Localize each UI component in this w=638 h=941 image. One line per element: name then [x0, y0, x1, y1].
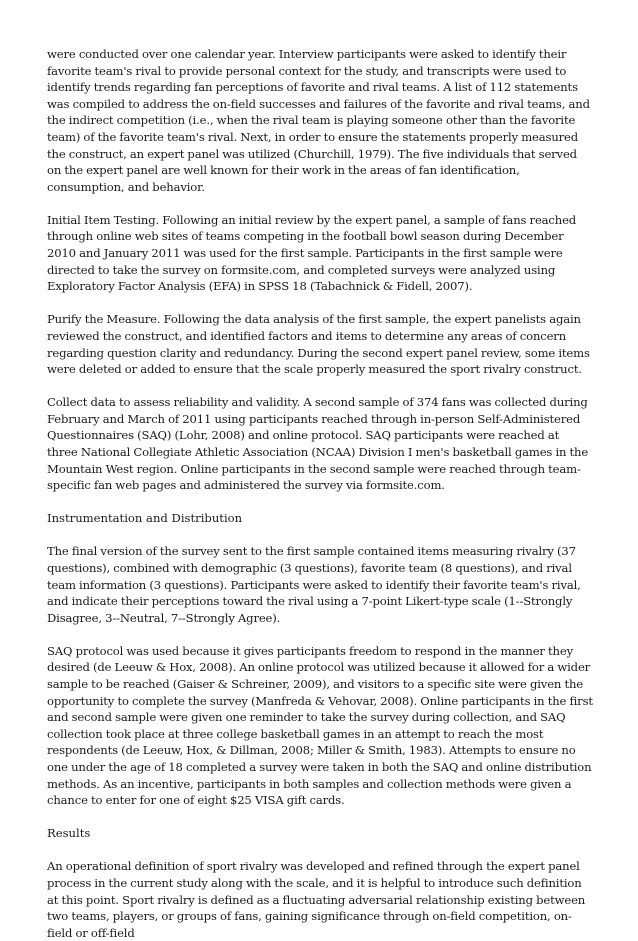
document-page [47, 46, 593, 941]
paragraph-purify-measure: Purify the Measure. Following the data analysis of the first sample, the expert panelists again reviewed the construct, and identified factors and items to determine any areas of concern regarding question clarity and redundancy. During the second expert panel review, some items were deleted or added to ensure that the scale properly measured the sport rivalry construct. [47, 312, 590, 377]
paragraph-results-definition: An operational definition of sport rivalry was developed and refined through the expert panel process in the current study along with the scale, and it is helpful to introduce such definition at this point. Sport rivalry is defined as a fluctuating adversarial relationship existing between two teams, players, or groups of fans, gaining significance through on-field competition, on-field or off-field [47, 859, 586, 940]
paragraph-initial-item-testing: Initial Item Testing. Following an initial review by the expert panel, a sample of fans reached through online web sites of teams competing in the football bowl season during December 2010 and January 2011 was used for the first sample. Participants in the first sample were directed to take the survey on formsite.com, and completed surveys were analyzed using Exploratory Factor Analysis (EFA) in SPSS 18 (Tabachnick & Fidell, 2007). [47, 212, 577, 294]
paragraph-method-overview: were conducted over one calendar year. Interview participants were asked to identify their favorite team's rival to provide personal context for the study, and transcripts were used to identify trends regarding fan perceptions of favorite and rival teams. A list of 112 statements was compiled to address the on-field successes and failures of the favorite and rival teams, and the indirect competition (i.e., when the rival team is playing someone other than the favorite team) of the favorite team's rival. Next, in order to ensure the statements properly measured the construct, an expert panel was utilized (Churchill, 1979). The five individuals that served on the expert panel are well known for their work in the areas of fan identification, consumption, and behavior. [47, 47, 590, 194]
paragraph-survey-version: The final version of the survey sent to the first sample contained items measuring rivalry (37 questions), combined with demographic (3 questions), favorite team (8 questions), and rival team information (3 questions). Participants were asked to identify their favorite team's rival, and indicate their perceptions toward the rival using a 7-point Likert-type scale (1--Strongly Disagree, 3--Neutral, 7--Strongly Agree). [47, 544, 581, 625]
section-heading-results: Results [47, 826, 91, 841]
paragraph-collect-data: Collect data to assess reliability and validity. A second sample of 374 fans was collected during February and March of 2011 using participants reached through in-person Self-Administered Questionnaires (SAQ) (Lohr, 2008) and online protocol. SAQ participants were reached at three National Collegiate Athletic Association (NCAA) Division I men's basketball games in the Mountain West region. Online participants in the second sample were reached through team-specific fan web pages and administered the survey via formsite.com. [47, 395, 589, 493]
paragraph-saq-protocol: SAQ protocol was used because it gives participants freedom to respond in the manner they desired (de Leeuw & Hox, 2008). An online protocol was utilized because it allowed for a wider sample to be reached (Gaiser & Schreiner, 2009), and visitors to a specific site were given the opportunity to complete the survey (Manfreda & Vehovar, 2008). Online participants in the first and second sample were given one reminder to take the survey during collection, and SAQ collection took place at three college basketball games in an attempt to reach the most respondents (de Leeuw, Hox, & Dillman, 2008; Miller & Smith, 1983). Attempts to ensure no one under the age of 18 completed a survey were taken in both the SAQ and online distribution methods. As an incentive, participants in both samples and collection methods were given a chance to enter for one of eight $25 VISA gift cards. [47, 643, 593, 808]
section-heading-instrumentation: Instrumentation and Distribution [47, 511, 243, 526]
